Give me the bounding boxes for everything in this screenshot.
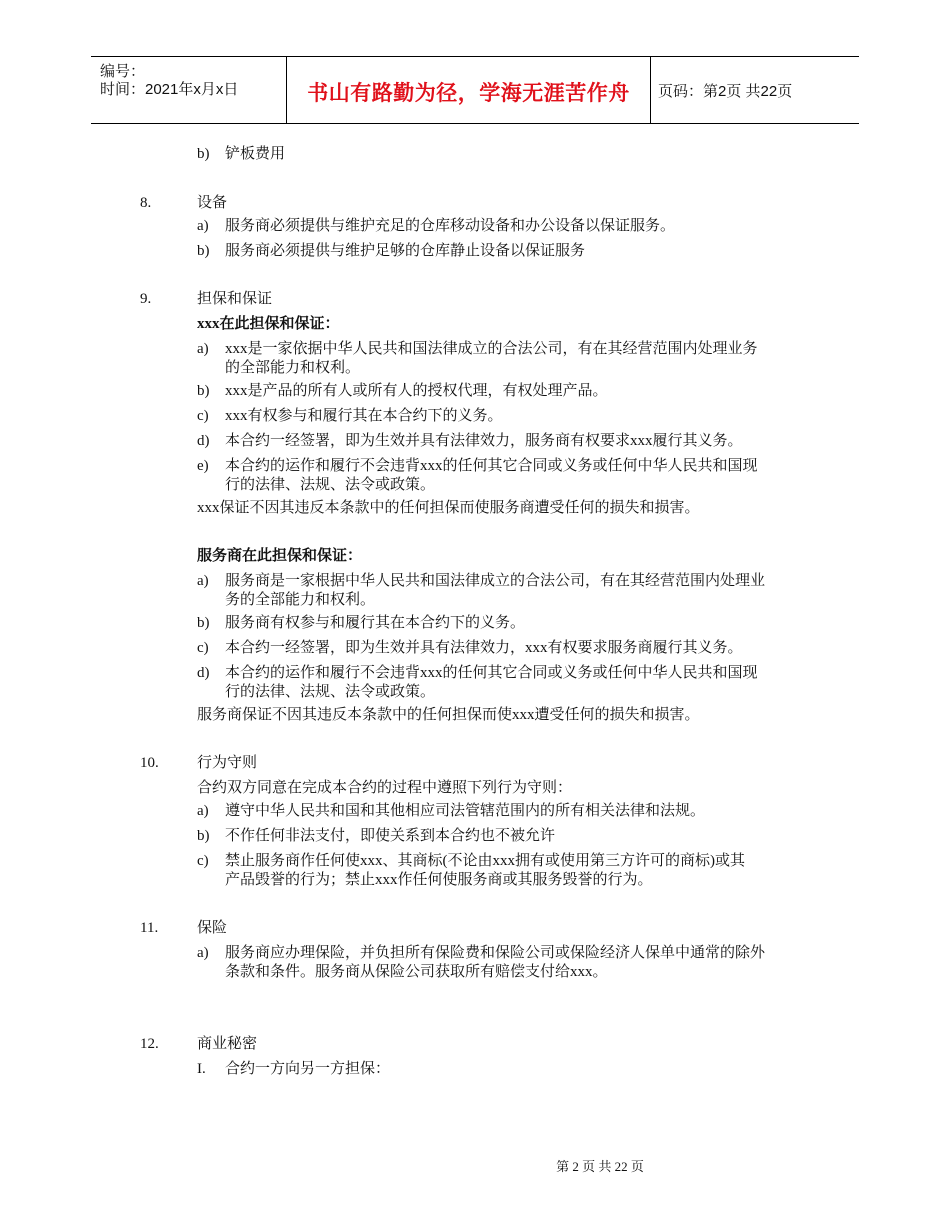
list-item-text: 服务商有权参与和履行其在本合约下的义务。 [225, 615, 526, 631]
list-marker: b) [197, 243, 210, 259]
page-footer [0, 1156, 950, 1175]
section-title: 保险 [197, 920, 228, 936]
list-marker: a) [197, 573, 209, 589]
document-time-label: 时间：2021年x月x日 [100, 81, 239, 98]
section-title: 商业秘密 [197, 1036, 258, 1052]
list-marker: a) [197, 341, 209, 357]
list-item-text: 合约一方向另一方担保： [225, 1061, 391, 1077]
list-marker: I. [197, 1061, 206, 1077]
list-marker: c) [197, 640, 209, 656]
footer-page-number: 第 2 页 共 22 页 [556, 1159, 644, 1174]
subsection-heading: 服务商在此担保和保证： [197, 548, 363, 564]
list-item-text: 遵守中华人民共和国和其他相应司法管辖范围内的所有相关法律和法规。 [225, 803, 706, 819]
list-item-text-continued: 条款和条件。服务商从保险公司获取所有赔偿支付给xxx。 [225, 964, 608, 980]
list-item-text: 服务商必须提供与维护足够的仓库静止设备以保证服务 [225, 243, 586, 259]
section-number: 10. [140, 755, 159, 771]
list-item-text-continued: 行的法律、法规、法令或政策。 [225, 477, 436, 493]
list-item-text: xxx是一家依据中华人民共和国法律成立的合法公司，有在其经营范围内处理业务 [225, 341, 758, 357]
section-number: 8. [140, 195, 152, 211]
paragraph-text: xxx保证不因其违反本条款中的任何担保而使服务商遭受任何的损失和损害。 [197, 500, 700, 516]
list-item-text: xxx有权参与和履行其在本合约下的义务。 [225, 408, 503, 424]
header-page-info: 页码：第2页 共22页 [658, 83, 793, 100]
list-item-text: 本合约的运作和履行不会违背xxx的任何其它合同或义务或任何中华人民共和国现 [225, 665, 758, 681]
list-marker: d) [197, 665, 210, 681]
section-title: 行为守则 [197, 755, 258, 771]
list-item-text: 本合约一经签署，即为生效并具有法律效力，xxx有权要求服务商履行其义务。 [225, 640, 743, 656]
list-marker: b) [197, 615, 210, 631]
list-item-text-continued: 行的法律、法规、法令或政策。 [225, 684, 436, 700]
section-title: 担保和保证 [197, 291, 273, 307]
list-item-text: 服务商必须提供与维护充足的仓库移动设备和办公设备以保证服务。 [225, 218, 676, 234]
list-marker: b) [197, 383, 210, 399]
list-marker: e) [197, 458, 209, 474]
list-item-text-continued: 产品毁誉的行为；禁止xxx作任何使服务商或其服务毁誉的行为。 [225, 872, 653, 888]
list-marker: a) [197, 945, 209, 961]
list-item-text: 服务商是一家根据中华人民共和国法律成立的合法公司，有在其经营范围内处理业 [225, 573, 766, 589]
list-marker: b) [197, 828, 210, 844]
list-marker: a) [197, 218, 209, 234]
section-number: 12. [140, 1036, 159, 1052]
list-item-text: 服务商应办理保险，并负担所有保险费和保险公司或保险经济人保单中通常的除外 [225, 945, 766, 961]
list-item-text-continued: 的全部能力和权利。 [225, 360, 361, 376]
list-marker: a) [197, 803, 209, 819]
list-marker: d) [197, 433, 210, 449]
list-marker: c) [197, 408, 209, 424]
section-number: 9. [140, 291, 152, 307]
paragraph-text: 服务商保证不因其违反本条款中的任何担保而使xxx遭受任何的损失和损害。 [197, 707, 700, 723]
section-title: 设备 [197, 195, 228, 211]
list-item-text: 不作任何非法支付，即使关系到本合约也不被允许 [225, 828, 556, 844]
list-item-text: 本合约一经签署，即为生效并具有法律效力，服务商有权要求xxx履行其义务。 [225, 433, 743, 449]
list-item-text: xxx是产品的所有人或所有人的授权代理，有权处理产品。 [225, 383, 608, 399]
list-marker: b) [197, 146, 210, 162]
list-item-text-continued: 务的全部能力和权利。 [225, 592, 376, 608]
list-item-text: 铲板费用 [225, 146, 286, 162]
list-item-text: 本合约的运作和履行不会违背xxx的任何其它合同或义务或任何中华人民共和国现 [225, 458, 758, 474]
document-number-label: 编号： [100, 63, 146, 80]
header-motto: 书山有路勤为径，学海无涯苦作舟 [307, 82, 630, 105]
paragraph-text: 合约双方同意在完成本合约的过程中遵照下列行为守则： [197, 780, 573, 796]
section-number: 11. [140, 920, 159, 936]
list-item-text: 禁止服务商作任何使xxx、其商标(不论由xxx拥有或使用第三方许可的商标)或其 [225, 853, 745, 869]
subsection-heading: xxx在此担保和保证： [197, 316, 340, 332]
list-marker: c) [197, 853, 209, 869]
